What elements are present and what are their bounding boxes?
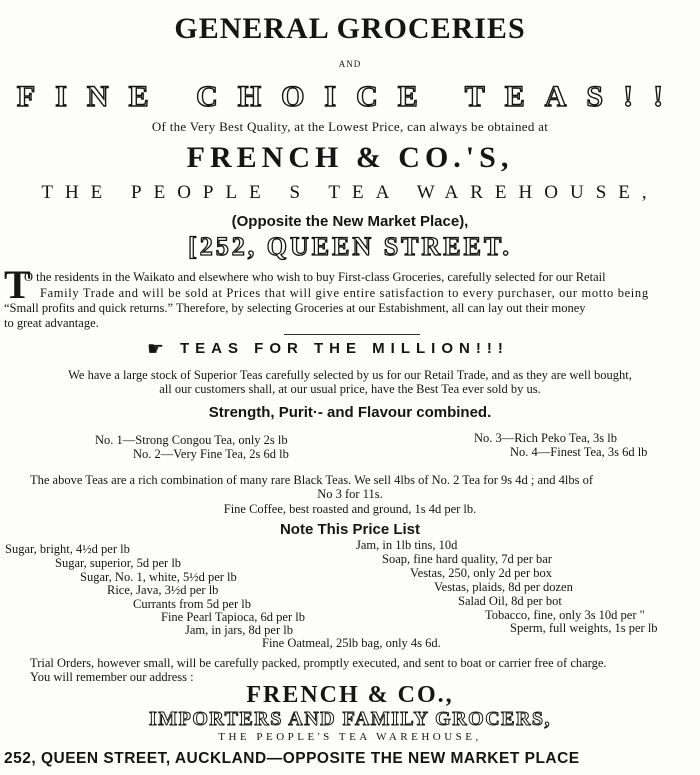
tea-price-no4: No. 4—Finest Tea, 3s 6d lb (510, 445, 648, 459)
price-item-right: Sperm, full weights, 1s per lb (510, 621, 658, 635)
price-list-heading: Note This Price List (279, 521, 421, 538)
strength-purity-flavour-headline: Strength, Purit·- and Flavour combined. (208, 404, 492, 421)
blend-line-2: No 3 for 11s. (317, 487, 383, 501)
divider-rule (284, 334, 420, 335)
trial-orders-line: Trial Orders, however small, will be carefully packed, promptly executed, and sent to boat or carrier free of charge. (30, 656, 607, 670)
footer-firm-name: FRENCH & CO., (246, 682, 454, 708)
warehouse-headline: THE PEOPLE S TEA WAREHOUSE, (41, 182, 659, 203)
price-item-right: Salad Oil, 8d per bot (458, 594, 562, 608)
price-item-left: Rice, Java, 3½d per lb (107, 583, 219, 597)
coffee-line: Fine Coffee, best roasted and ground, 1s 4d per lb. (223, 502, 477, 516)
intro-line-3: “Small profits and quick returns.” Therefore, by selecting Groceries at our Estabishment, all can lay out their money (4, 301, 586, 315)
tea-price-no1: No. 1—Strong Congou Tea, only 2s lb (95, 433, 288, 447)
intro-line-1: O the residents in the Waikato and elsewhere who wish to buy First-class Groceries, carefully selected for our Retail (24, 270, 606, 284)
opposite-market-line: (Opposite the New Market Place), (231, 213, 469, 230)
footer-warehouse-line: THE PEOPLE'S TEA WAREHOUSE, (218, 731, 482, 743)
queen-street-headline: [252, QUEEN STREET. (188, 232, 512, 261)
quality-line: Of the Very Best Quality, at the Lowest Price, can always be obtained at (151, 119, 549, 134)
drop-cap: T (4, 262, 31, 307)
price-item-left: Jam, in jars, 8d per lb (185, 623, 293, 637)
price-item-right: Vestas, 250, only 2d per box (410, 566, 552, 580)
price-item-left: Fine Pearl Tapioca, 6d per lb (161, 610, 305, 624)
tea-price-no3: No. 3—Rich Peko Tea, 3s lb (474, 431, 617, 445)
teas-for-the-million-headline: TEAS FOR THE MILLION!!! (180, 340, 509, 357)
price-item-left: Sugar, No. 1, white, 5½d per lb (80, 570, 237, 584)
footer-address-line: 252, QUEEN STREET, AUCKLAND—OPPOSITE THE NEW MARKET PLACE (4, 750, 580, 767)
pointing-hand-icon: ☛ (147, 339, 165, 360)
price-item-right: Tobacco, fine, only 3s 10d per " (485, 608, 645, 622)
price-item-left: Currants from 5d per lb (133, 597, 252, 611)
price-item-left: Sugar, superior, 5d per lb (55, 556, 182, 570)
price-item-left: Sugar, bright, 4½d per lb (5, 542, 130, 556)
intro-line-2: Family Trade and will be sold at Prices that will give entire satisfaction to every purchaser, our motto being (40, 286, 649, 300)
stock-line-1: We have a large stock of Superior Teas carefully selected by us for our Retail Trade, and as they are well bought, (68, 368, 632, 382)
headline-fine-choice-teas: FINE CHOICE TEAS!! (16, 80, 684, 113)
remember-address-line: You will remember our address : (30, 670, 194, 684)
price-item-right: Soap, fine hard quality, 7d per bar (382, 552, 552, 566)
stock-line-2: all our customers shall, at our usual price, have the Best Tea ever sold by us. (159, 382, 541, 396)
intro-line-4: to great advantage. (4, 316, 99, 330)
firm-name-headline: FRENCH & CO.'S, (186, 141, 514, 174)
price-item-right: Jam, in 1lb tins, 10d (356, 538, 458, 552)
blend-line-1: The above Teas are a rich combination of many rare Black Teas. We sell 4lbs of No. 2 Tea for 9s 4d ; and 4lbs of (30, 473, 593, 487)
price-item-right: Vestas, plaids, 8d per dozen (434, 580, 573, 594)
headline-and: AND (338, 59, 362, 69)
importers-family-grocers-headline: IMPORTERS AND FAMILY GROCERS, (148, 708, 552, 730)
tea-price-no2: No. 2—Very Fine Tea, 2s 6d lb (133, 447, 289, 461)
headline-general-groceries: GENERAL GROCERIES (174, 12, 526, 45)
oatmeal-line: Fine Oatmeal, 25lb bag, only 4s 6d. (262, 636, 441, 650)
